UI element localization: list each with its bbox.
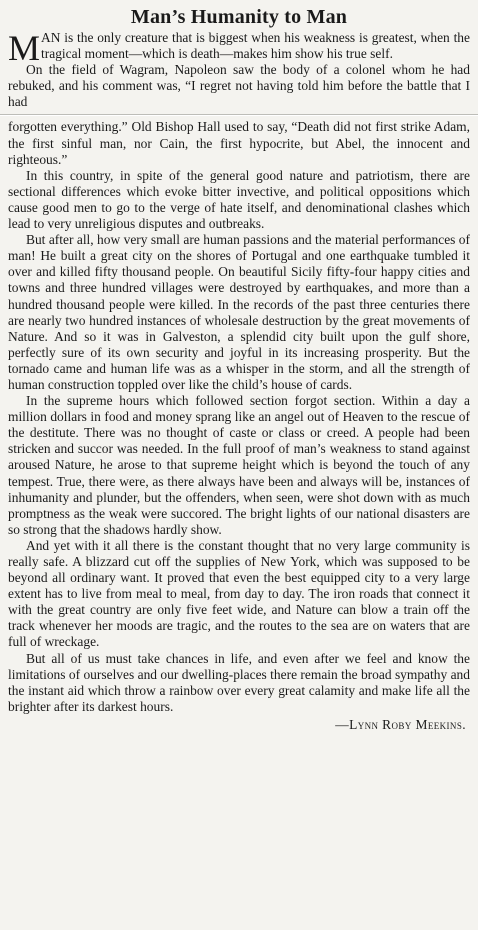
paragraph-1 <box>8 28 470 68</box>
paragraph-4: But after all, how very small are human passions and the material performances of man! He built a great city on the shores of Portugal and one earthquake tumbled it over and killed fifty thousand people. On beautiful Sicily fifty-four happy cities and towns and three hundred villages were destroyed by earthquakes, and more than a hundred thousand people were killed. In the records of the past three centuries there are nearly two hundred instances of wholesale destruction by the great movements of Nature. And so it was in Galveston, a splendid city built upon the gulf shore, perfectly sure of its own security and joyful in its increasing prosperity. But the tornado came and human life was as a whisper in the storm, and all the strength of human construction toppled over like the child’s house of cards. <box>8 232 470 392</box>
page-fold-divider <box>0 114 478 115</box>
paragraph-3: In this country, in spite of the general good nature and patriotism, there are sectional differences which evoke bitter invective, and political oppositions which cause good men to go to the verge of hate itself, and denominational clashes which lead to very unreligious disputes and outbreaks. <box>8 167 470 232</box>
drop-cap: M <box>8 28 41 68</box>
paragraph-2-part-2: forgotten everything.” Old Bishop Hall used to say, “Death did not first strike Adam, the first sinful man, nor Cain, the first hypocrite, but Abel, the innocent and righteous.” <box>8 119 470 167</box>
paragraph-5: In the supreme hours which followed section forgot section. Within a day a million dollars in food and money sprang like an angel out of Heaven to the rescue of the destitute. There was no thought of caste or class or creed. A people had been stricken and succor was needed. In the full proof of man’s weakness to stand against aroused Nature, he arose to that supreme height which is beyond the touch of any tempest. True, there were, as there always have been and always will be, instances of inhumanity and plunder, but the offenders, when seen, were shot down with as much promptness as the weak were succored. The bright lights of our national disasters are so strong that the shadows hardly show. <box>8 393 470 537</box>
paragraph-6: And yet with it all there is the constant thought that no very large community is really safe. A blizzard cut off the supplies of New York, which was supposed to be beyond all ordinary want. It proved that even the best equipped city to a very large extent has to live from meal to meal, from day to day. The iron roads that connect it with the great country are only five feet wide, and Nature can blow a train off the track whenever her moods are tragic, and the routes to the sea are on waters that are full of wreckage. <box>8 537 470 650</box>
paragraph-1-text: is the only creature that is biggest when his weakness is greatest, when the tragical moment—which is death—makes him show his true self. <box>41 30 470 62</box>
paragraph-2-part-1: On the field of Wagram, Napoleon saw the body of a colonel whom he had rebuked, and his comment was, “I regret not having told him before the battle that I had <box>8 62 470 110</box>
author-signature: —Lynn Roby Meekins. <box>335 716 466 732</box>
article-body <box>8 30 470 715</box>
article-title: Man’s Humanity to Man <box>130 6 348 28</box>
lead-word-rest: AN <box>41 30 61 45</box>
paragraph-7: But all of us must take chances in life, and even after we feel and know the limitations of ourselves and our dwelling-places there remain the broad sympathy and the instant aid which throw a rainbow over every great calamity and make life all the brighter after its darkest hours. <box>8 650 470 714</box>
